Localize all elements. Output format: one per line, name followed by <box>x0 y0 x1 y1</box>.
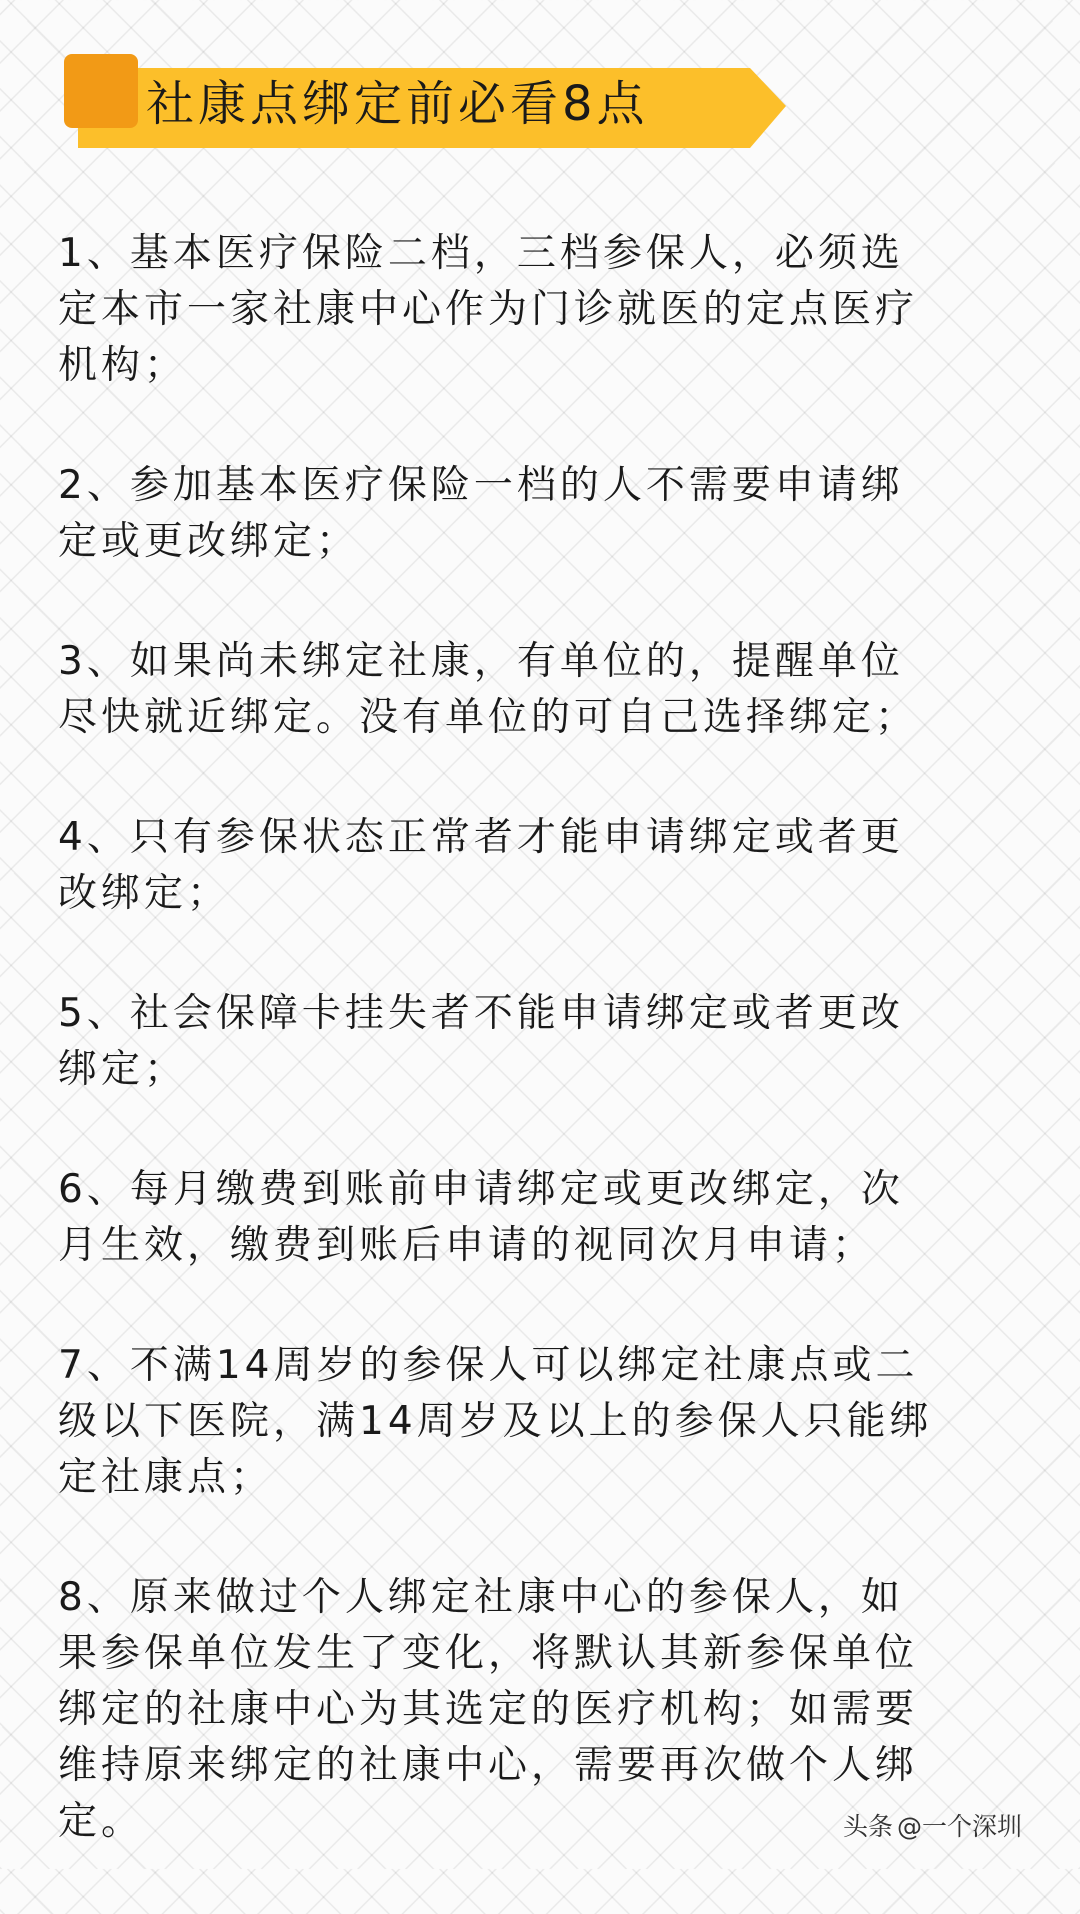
rule-item-3: 3、如果尚未绑定社康，有单位的，提醒单位 尽快就近绑定。没有单位的可自己选择绑定； <box>58 639 919 740</box>
title-banner <box>64 54 794 154</box>
rule-item-6: 6、每月缴费到账前申请绑定或更改绑定，次 月生效，缴费到账后申请的视同次月申请； <box>58 1167 904 1268</box>
rule-item-1: 1、基本医疗保险二档，三档参保人，必须选 定本市一家社康中心作为门诊就医的定点医疗 机构； <box>58 231 919 388</box>
watermark-author: @一个深圳 <box>896 1812 1022 1841</box>
rule-item-8: 8、原来做过个人绑定社康中心的参保人，如 果参保单位发生了变化，将默认其新参保单位 绑定的社康中心为其选定的医疗机构；如需要 维持原来绑定的社康中心，需要再次做个人绑 定。 <box>58 1575 919 1844</box>
rule-item-4: 4、只有参保状态正常者才能申请绑定或者更 改绑定； <box>58 815 904 916</box>
rule-item-2: 2、参加基本医疗保险一档的人不需要申请绑 定或更改绑定； <box>58 463 904 564</box>
rules-list <box>58 226 1018 1914</box>
rule-item-7: 7、不满14周岁的参保人可以绑定社康点或二 级以下医院，满14周岁及以上的参保人只能绑 定社康点； <box>58 1343 933 1500</box>
watermark-source: 头条 <box>842 1812 893 1841</box>
rule-item-5: 5、社会保障卡挂失者不能申请绑定或者更改 绑定； <box>58 991 904 1092</box>
watermark <box>839 1807 1022 1843</box>
page-title: 社康点绑定前必看8点 <box>146 76 649 132</box>
